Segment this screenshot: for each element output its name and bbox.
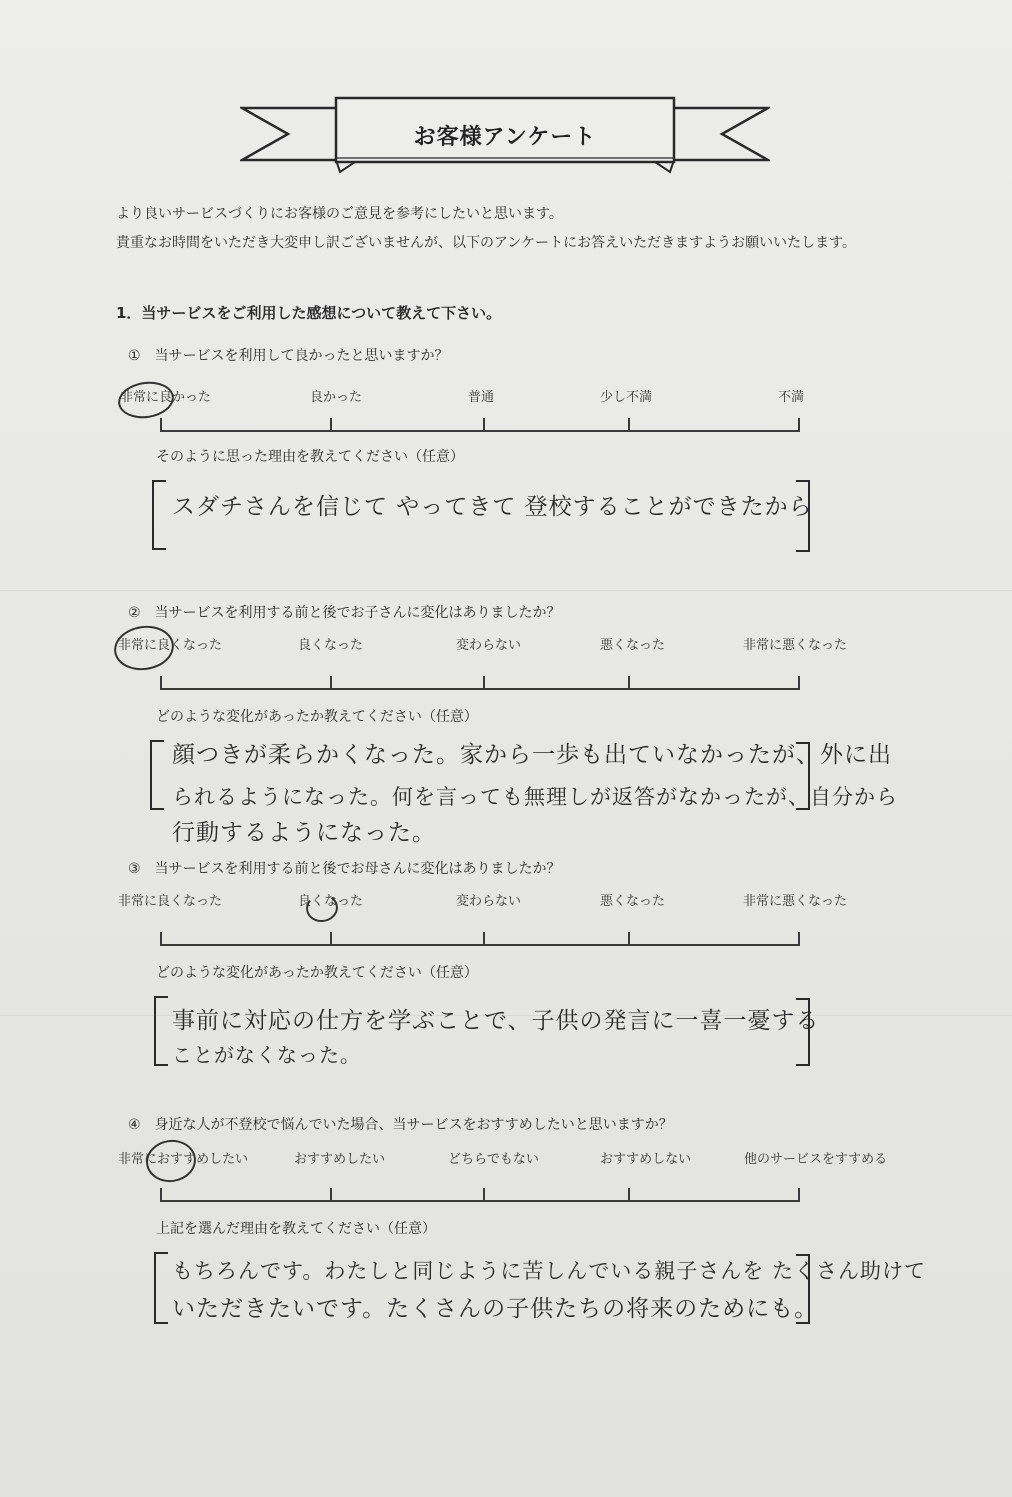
q2-option-5[interactable]: 非常に悪くなった bbox=[743, 638, 848, 653]
q1-answer[interactable]: スダチさんを信じて やってきて 登校することができたから bbox=[172, 494, 813, 520]
q3-option-2[interactable]: 良くなった bbox=[298, 894, 364, 909]
answer-box-left bbox=[150, 740, 164, 810]
intro-line-1: より良いサービスづくりにお客様のご意見を参考にしたいと思います。 bbox=[116, 206, 563, 222]
q2-answer-line-1[interactable]: 顔つきが柔らかくなった。家から一歩も出ていなかったが、外に出 bbox=[172, 742, 892, 768]
q1-option-4[interactable]: 少し不満 bbox=[600, 390, 653, 405]
q2-reason-label: どのような変化があったか教えてください（任意） bbox=[156, 709, 478, 725]
selection-circle bbox=[143, 1137, 198, 1186]
question-2: ② 当サービスを利用する前と後でお子さんに変化はありましたか？ bbox=[128, 605, 561, 621]
question-1: ① 当サービスを利用して良かったと思いますか？ bbox=[128, 348, 449, 364]
selection-circle bbox=[111, 622, 177, 674]
q4-option-2[interactable]: おすすめしたい bbox=[294, 1152, 386, 1167]
q4-option-5[interactable]: 他のサービスをすすめる bbox=[744, 1152, 888, 1167]
q4-option-3[interactable]: どちらでもない bbox=[448, 1152, 539, 1167]
q3-rating-scale[interactable] bbox=[160, 932, 800, 946]
q1-option-1[interactable]: 非常に良かった bbox=[120, 390, 212, 405]
question-3: ③ 当サービスを利用する前と後でお母さんに変化はありましたか？ bbox=[128, 861, 561, 877]
selection-circle bbox=[116, 378, 176, 421]
answer-box-left bbox=[154, 996, 168, 1066]
q3-option-4[interactable]: 悪くなった bbox=[600, 894, 666, 909]
answer-box-left bbox=[154, 1252, 168, 1324]
section-title: 1．当サービスをご利用した感想について教えて下さい。 bbox=[116, 304, 502, 322]
question-4: ④ 身近な人が不登校で悩んでいた場合、当サービスをおすすめしたいと思いますか？ bbox=[128, 1117, 673, 1133]
q1-option-2[interactable]: 良かった bbox=[310, 390, 363, 405]
q1-reason-label: そのように思った理由を教えてください（任意） bbox=[156, 449, 464, 465]
q3-option-5[interactable]: 非常に悪くなった bbox=[743, 894, 848, 909]
title-banner bbox=[240, 96, 770, 176]
q2-answer-line-2[interactable]: られるようになった。何を言っても無理しが返答がなかったが、自分から bbox=[172, 785, 898, 809]
q2-option-1[interactable]: 非常に良くなった bbox=[118, 638, 223, 653]
q2-option-2[interactable]: 良くなった bbox=[298, 638, 364, 653]
intro-line-2: 貴重なお時間をいただき大変申し訳ございませんが、以下のアンケートにお答えいただきますようお願いいたします。 bbox=[116, 235, 857, 251]
answer-box-left bbox=[152, 480, 166, 550]
q3-reason-label: どのような変化があったか教えてください（任意） bbox=[156, 965, 478, 981]
q2-rating-scale[interactable] bbox=[160, 676, 800, 690]
q4-answer-line-1[interactable]: もちろんです。わたしと同じように苦しんでいる親子さんを たくさん助けて bbox=[172, 1259, 926, 1283]
q3-option-1[interactable]: 非常に良くなった bbox=[118, 894, 223, 909]
q3-answer-line-2[interactable]: ことがなくなった。 bbox=[172, 1043, 361, 1067]
q4-option-4[interactable]: おすすめしない bbox=[600, 1152, 692, 1167]
q4-answer-line-2[interactable]: いただきたいです。たくさんの子供たちの将来のためにも。 bbox=[172, 1296, 819, 1322]
q1-rating-scale[interactable] bbox=[160, 418, 800, 432]
q1-option-5[interactable]: 不満 bbox=[778, 390, 805, 405]
q4-rating-scale[interactable] bbox=[160, 1188, 800, 1202]
q2-answer-line-3[interactable]: 行動するようになった。 bbox=[172, 820, 436, 846]
q3-answer-line-1[interactable]: 事前に対応の仕方を学ぶことで、子供の発言に一喜一憂する bbox=[172, 1008, 820, 1034]
q4-option-1[interactable]: 非常におすすめしたい bbox=[118, 1152, 249, 1167]
q4-reason-label: 上記を選んだ理由を教えてください（任意） bbox=[156, 1221, 436, 1237]
q2-option-4[interactable]: 悪くなった bbox=[600, 638, 666, 653]
q1-option-3[interactable]: 普通 bbox=[468, 390, 495, 405]
page-title: お客様アンケート bbox=[413, 125, 597, 150]
q2-option-3[interactable]: 変わらない bbox=[456, 638, 522, 653]
q3-option-3[interactable]: 変わらない bbox=[456, 894, 522, 909]
paper-fold bbox=[0, 590, 1012, 591]
